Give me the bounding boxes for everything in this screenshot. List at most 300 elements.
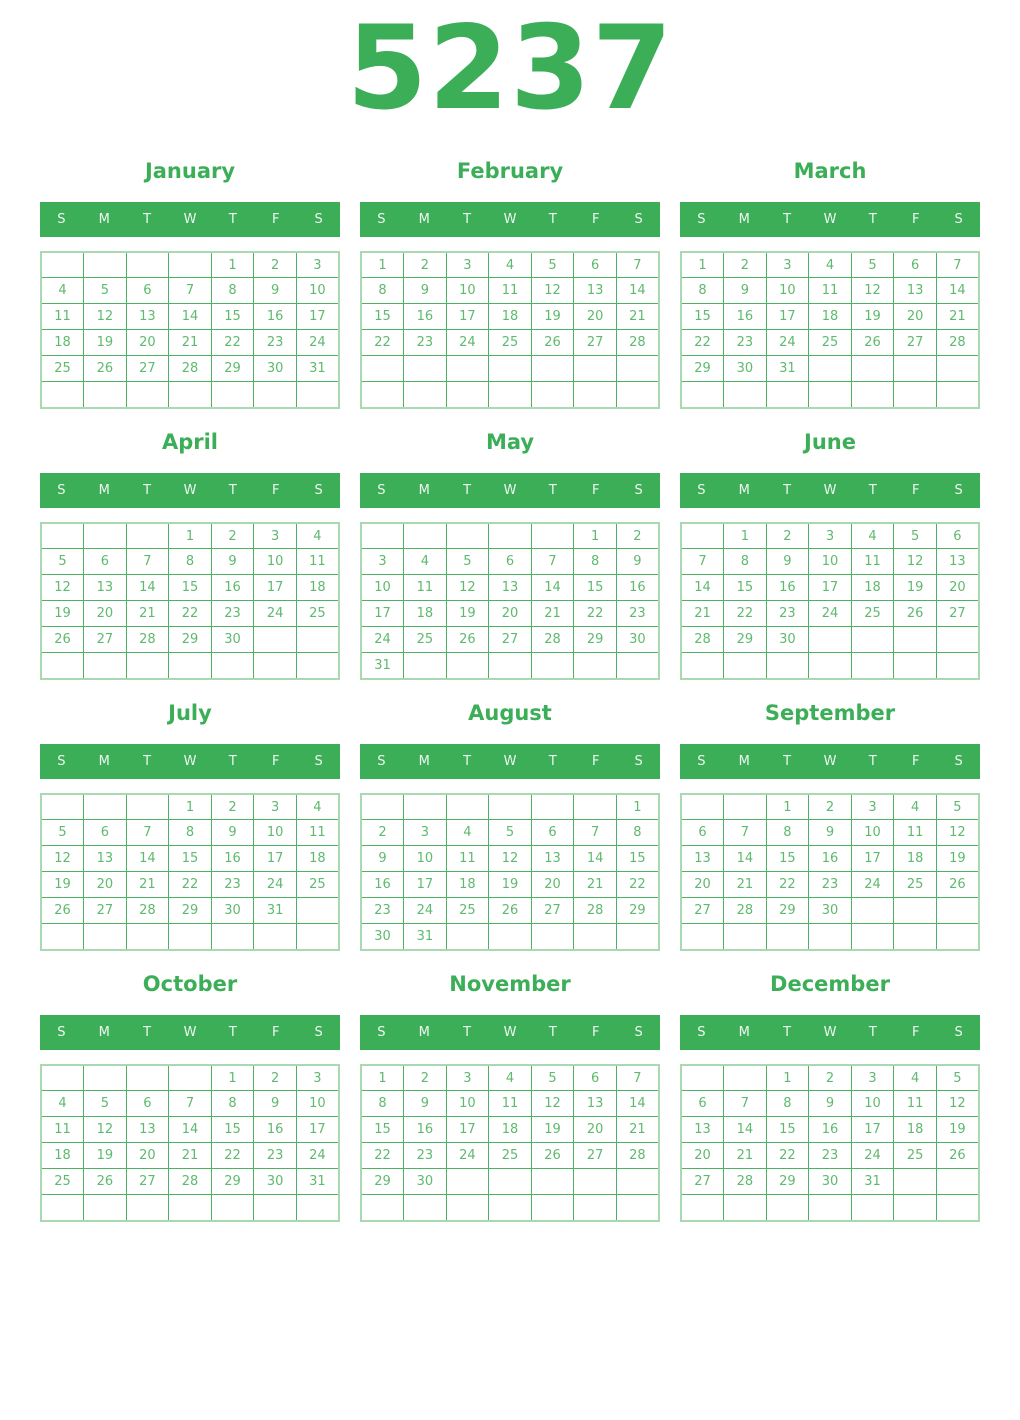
weekday-header-band xyxy=(40,473,340,508)
day-cell xyxy=(936,356,979,382)
weekday-header: T xyxy=(463,211,472,227)
month-grid xyxy=(360,251,660,409)
day-cell xyxy=(296,627,339,653)
day-cell: 26 xyxy=(531,330,574,356)
week-row xyxy=(361,898,659,924)
weekday-header: M xyxy=(418,482,430,498)
week-row xyxy=(681,1091,979,1117)
day-cell xyxy=(574,924,617,950)
day-cell xyxy=(361,1195,404,1221)
week-row xyxy=(41,278,339,304)
day-cell: 22 xyxy=(211,1143,254,1169)
day-cell: 10 xyxy=(851,820,894,846)
day-cell: 5 xyxy=(84,1091,127,1117)
week-row xyxy=(681,872,979,898)
week-row xyxy=(41,252,339,278)
day-cell: 17 xyxy=(851,846,894,872)
weekday-header: T xyxy=(783,211,792,227)
day-cell: 6 xyxy=(489,549,532,575)
day-cell xyxy=(681,924,724,950)
day-cell: 9 xyxy=(211,820,254,846)
day-cell xyxy=(41,523,84,549)
day-cell: 17 xyxy=(851,1117,894,1143)
day-cell: 15 xyxy=(766,846,809,872)
day-cell: 23 xyxy=(254,1143,297,1169)
weekday-header: T xyxy=(868,482,877,498)
day-cell: 28 xyxy=(169,356,212,382)
weekday-header: F xyxy=(591,211,600,227)
day-cell: 12 xyxy=(531,278,574,304)
week-row xyxy=(361,653,659,679)
weekday-header: S xyxy=(57,482,66,498)
day-cell: 1 xyxy=(616,794,659,820)
day-cell xyxy=(724,794,767,820)
month-title: June xyxy=(804,429,856,454)
day-cell xyxy=(254,653,297,679)
day-cell: 20 xyxy=(489,601,532,627)
day-cell: 8 xyxy=(211,1091,254,1117)
day-cell: 19 xyxy=(936,1117,979,1143)
weekday-header: F xyxy=(911,211,920,227)
day-cell xyxy=(531,653,574,679)
weekday-header: S xyxy=(57,211,66,227)
week-row xyxy=(41,627,339,653)
day-cell: 25 xyxy=(894,1143,937,1169)
week-row xyxy=(681,304,979,330)
day-cell: 25 xyxy=(809,330,852,356)
week-row xyxy=(361,924,659,950)
weekday-header: S xyxy=(954,482,963,498)
day-cell xyxy=(446,356,489,382)
day-cell: 9 xyxy=(404,1091,447,1117)
week-row xyxy=(41,924,339,950)
day-cell: 15 xyxy=(211,304,254,330)
day-cell: 4 xyxy=(489,1065,532,1091)
day-cell: 2 xyxy=(254,252,297,278)
week-row xyxy=(41,872,339,898)
month-calendar xyxy=(360,158,660,409)
day-cell: 23 xyxy=(766,601,809,627)
day-cell: 13 xyxy=(681,1117,724,1143)
day-cell xyxy=(84,1065,127,1091)
day-cell xyxy=(41,382,84,408)
week-row xyxy=(681,252,979,278)
day-cell: 28 xyxy=(126,898,169,924)
day-cell xyxy=(936,382,979,408)
day-cell xyxy=(936,653,979,679)
week-row xyxy=(681,924,979,950)
day-cell: 1 xyxy=(361,1065,404,1091)
day-cell xyxy=(446,1169,489,1195)
weekday-header: S xyxy=(377,482,386,498)
day-cell: 20 xyxy=(531,872,574,898)
day-cell xyxy=(41,1195,84,1221)
weekday-header: M xyxy=(738,1024,750,1040)
day-cell: 9 xyxy=(616,549,659,575)
weekday-header: S xyxy=(634,482,643,498)
week-row xyxy=(681,549,979,575)
day-cell: 13 xyxy=(84,846,127,872)
weekday-header: W xyxy=(503,211,517,227)
day-cell: 19 xyxy=(446,601,489,627)
day-cell xyxy=(41,1065,84,1091)
day-cell: 30 xyxy=(254,1169,297,1195)
month-calendar xyxy=(40,971,340,1222)
day-cell xyxy=(41,252,84,278)
day-cell xyxy=(851,924,894,950)
day-cell: 27 xyxy=(936,601,979,627)
week-row xyxy=(41,1117,339,1143)
day-cell: 4 xyxy=(894,794,937,820)
day-cell: 1 xyxy=(211,1065,254,1091)
day-cell: 21 xyxy=(169,1143,212,1169)
day-cell: 8 xyxy=(361,1091,404,1117)
month-title: April xyxy=(161,429,219,454)
weekday-header: T xyxy=(143,1024,152,1040)
day-cell xyxy=(616,924,659,950)
weekday-header: F xyxy=(271,482,280,498)
day-cell: 2 xyxy=(724,252,767,278)
day-cell: 28 xyxy=(616,330,659,356)
day-cell: 19 xyxy=(894,575,937,601)
day-cell: 15 xyxy=(211,1117,254,1143)
day-cell: 20 xyxy=(84,872,127,898)
weekday-header: T xyxy=(228,482,237,498)
month-grid xyxy=(680,251,980,409)
week-row xyxy=(41,1143,339,1169)
day-cell: 24 xyxy=(446,1143,489,1169)
week-row xyxy=(41,523,339,549)
day-cell: 23 xyxy=(404,1143,447,1169)
weekday-header-band xyxy=(680,1015,980,1050)
day-cell: 10 xyxy=(361,575,404,601)
day-cell: 7 xyxy=(169,278,212,304)
day-cell: 4 xyxy=(41,278,84,304)
day-cell: 1 xyxy=(724,523,767,549)
day-cell xyxy=(766,924,809,950)
weekday-header: F xyxy=(911,753,920,769)
weekday-header: T xyxy=(783,753,792,769)
day-cell: 15 xyxy=(616,846,659,872)
day-cell: 27 xyxy=(681,1169,724,1195)
weekday-header: T xyxy=(548,482,557,498)
day-cell: 27 xyxy=(84,627,127,653)
day-cell: 22 xyxy=(681,330,724,356)
week-row xyxy=(681,1117,979,1143)
day-cell xyxy=(851,653,894,679)
weekday-header: T xyxy=(783,482,792,498)
weekday-header: S xyxy=(697,1024,706,1040)
day-cell xyxy=(616,653,659,679)
month-grid-body xyxy=(41,252,339,408)
month-grid-body xyxy=(681,252,979,408)
day-cell: 29 xyxy=(766,898,809,924)
day-cell xyxy=(531,1195,574,1221)
month-title: September xyxy=(764,700,896,725)
weekday-header-band xyxy=(40,744,340,779)
day-cell: 5 xyxy=(489,820,532,846)
week-row xyxy=(361,304,659,330)
weekday-header: M xyxy=(418,1024,430,1040)
day-cell: 23 xyxy=(254,330,297,356)
day-cell: 30 xyxy=(404,1169,447,1195)
month-title: May xyxy=(485,429,535,454)
day-cell: 16 xyxy=(766,575,809,601)
day-cell: 3 xyxy=(809,523,852,549)
day-cell xyxy=(489,356,532,382)
day-cell: 3 xyxy=(254,794,297,820)
day-cell: 6 xyxy=(681,820,724,846)
weekday-header: S xyxy=(697,211,706,227)
weekday-header: T xyxy=(548,1024,557,1040)
weekday-header: M xyxy=(98,753,110,769)
weekday-header: M xyxy=(738,753,750,769)
day-cell: 19 xyxy=(936,846,979,872)
month-grid-body xyxy=(681,1065,979,1221)
day-cell: 8 xyxy=(616,820,659,846)
day-cell: 3 xyxy=(446,1065,489,1091)
day-cell: 11 xyxy=(894,820,937,846)
week-row xyxy=(681,898,979,924)
weekday-header: S xyxy=(57,753,66,769)
day-cell: 1 xyxy=(169,794,212,820)
day-cell xyxy=(681,523,724,549)
week-row xyxy=(41,1169,339,1195)
weekday-header-band xyxy=(360,1015,660,1050)
weekday-header: T xyxy=(143,482,152,498)
day-cell: 7 xyxy=(126,820,169,846)
day-cell xyxy=(936,1169,979,1195)
month-grid xyxy=(680,1064,980,1222)
day-cell xyxy=(169,382,212,408)
day-cell: 1 xyxy=(574,523,617,549)
day-cell: 23 xyxy=(211,601,254,627)
week-row xyxy=(361,794,659,820)
day-cell xyxy=(681,382,724,408)
day-cell: 17 xyxy=(446,1117,489,1143)
weekday-header-band xyxy=(360,473,660,508)
day-cell: 22 xyxy=(169,872,212,898)
day-cell: 6 xyxy=(894,252,937,278)
day-cell: 28 xyxy=(724,898,767,924)
day-cell xyxy=(574,1195,617,1221)
day-cell: 17 xyxy=(809,575,852,601)
weekday-header: M xyxy=(98,211,110,227)
day-cell: 6 xyxy=(681,1091,724,1117)
day-cell: 14 xyxy=(126,846,169,872)
weekday-header: T xyxy=(868,211,877,227)
day-cell: 22 xyxy=(211,330,254,356)
day-cell: 26 xyxy=(446,627,489,653)
day-cell: 31 xyxy=(296,356,339,382)
day-cell: 3 xyxy=(766,252,809,278)
day-cell xyxy=(766,653,809,679)
month-grid xyxy=(360,793,660,951)
weekday-header: T xyxy=(228,753,237,769)
day-cell: 26 xyxy=(489,898,532,924)
day-cell: 30 xyxy=(766,627,809,653)
day-cell: 27 xyxy=(531,898,574,924)
day-cell: 26 xyxy=(41,898,84,924)
day-cell: 24 xyxy=(809,601,852,627)
week-row xyxy=(681,382,979,408)
day-cell xyxy=(404,1195,447,1221)
day-cell: 31 xyxy=(361,653,404,679)
day-cell xyxy=(169,653,212,679)
day-cell: 3 xyxy=(296,252,339,278)
day-cell: 10 xyxy=(446,1091,489,1117)
week-row xyxy=(41,1065,339,1091)
day-cell xyxy=(126,1195,169,1221)
day-cell xyxy=(41,653,84,679)
weekday-header: T xyxy=(143,753,152,769)
weekday-header: T xyxy=(548,753,557,769)
day-cell: 6 xyxy=(126,1091,169,1117)
day-cell: 22 xyxy=(616,872,659,898)
weekday-header-band xyxy=(40,202,340,237)
day-cell xyxy=(724,653,767,679)
day-cell xyxy=(531,356,574,382)
week-row xyxy=(41,304,339,330)
day-cell: 13 xyxy=(84,575,127,601)
week-row xyxy=(361,1169,659,1195)
month-grid xyxy=(40,1064,340,1222)
weekday-header: M xyxy=(98,482,110,498)
weekday-header: T xyxy=(868,1024,877,1040)
day-cell: 2 xyxy=(809,1065,852,1091)
day-cell: 29 xyxy=(724,627,767,653)
day-cell: 16 xyxy=(211,846,254,872)
day-cell: 30 xyxy=(724,356,767,382)
day-cell: 23 xyxy=(404,330,447,356)
day-cell: 10 xyxy=(404,846,447,872)
day-cell: 29 xyxy=(169,627,212,653)
day-cell xyxy=(574,794,617,820)
day-cell: 7 xyxy=(616,252,659,278)
day-cell: 18 xyxy=(446,872,489,898)
day-cell: 12 xyxy=(894,549,937,575)
day-cell: 12 xyxy=(851,278,894,304)
day-cell xyxy=(84,924,127,950)
weekday-header: S xyxy=(697,753,706,769)
day-cell: 27 xyxy=(574,1143,617,1169)
day-cell xyxy=(851,356,894,382)
day-cell: 13 xyxy=(574,1091,617,1117)
day-cell: 22 xyxy=(724,601,767,627)
week-row xyxy=(681,794,979,820)
weekday-header: S xyxy=(377,211,386,227)
day-cell: 20 xyxy=(574,304,617,330)
week-row xyxy=(361,330,659,356)
day-cell xyxy=(489,382,532,408)
day-cell: 26 xyxy=(84,1169,127,1195)
day-cell xyxy=(531,523,574,549)
weekday-header: S xyxy=(954,753,963,769)
week-row xyxy=(41,601,339,627)
month-grid xyxy=(360,1064,660,1222)
day-cell: 14 xyxy=(126,575,169,601)
day-cell: 25 xyxy=(894,872,937,898)
day-cell: 11 xyxy=(296,549,339,575)
day-cell: 15 xyxy=(574,575,617,601)
day-cell: 4 xyxy=(809,252,852,278)
day-cell: 20 xyxy=(84,601,127,627)
day-cell: 13 xyxy=(531,846,574,872)
day-cell: 19 xyxy=(851,304,894,330)
weekday-header: W xyxy=(503,1024,517,1040)
day-cell: 21 xyxy=(616,1117,659,1143)
day-cell: 1 xyxy=(169,523,212,549)
weekday-header: W xyxy=(503,753,517,769)
day-cell: 26 xyxy=(851,330,894,356)
week-row xyxy=(681,1195,979,1221)
day-cell: 22 xyxy=(574,601,617,627)
day-cell: 1 xyxy=(681,252,724,278)
day-cell: 21 xyxy=(616,304,659,330)
day-cell xyxy=(531,794,574,820)
week-row xyxy=(681,1169,979,1195)
day-cell: 11 xyxy=(41,1117,84,1143)
day-cell: 5 xyxy=(531,252,574,278)
day-cell: 17 xyxy=(404,872,447,898)
day-cell: 27 xyxy=(126,356,169,382)
day-cell: 25 xyxy=(296,872,339,898)
day-cell: 3 xyxy=(254,523,297,549)
month-title: March xyxy=(793,158,867,183)
day-cell xyxy=(126,1065,169,1091)
day-cell: 6 xyxy=(936,523,979,549)
day-cell: 5 xyxy=(41,549,84,575)
month-calendar xyxy=(680,971,980,1222)
day-cell xyxy=(531,924,574,950)
day-cell: 3 xyxy=(404,820,447,846)
day-cell xyxy=(766,1195,809,1221)
week-row xyxy=(681,1065,979,1091)
day-cell: 3 xyxy=(361,549,404,575)
weekday-header: T xyxy=(868,753,877,769)
day-cell: 22 xyxy=(766,1143,809,1169)
day-cell: 19 xyxy=(84,330,127,356)
week-row xyxy=(681,330,979,356)
day-cell: 7 xyxy=(724,820,767,846)
day-cell: 21 xyxy=(126,872,169,898)
day-cell xyxy=(724,1195,767,1221)
day-cell xyxy=(574,653,617,679)
day-cell: 12 xyxy=(489,846,532,872)
day-cell xyxy=(936,1195,979,1221)
day-cell xyxy=(126,924,169,950)
day-cell xyxy=(936,898,979,924)
day-cell: 8 xyxy=(724,549,767,575)
day-cell xyxy=(126,523,169,549)
weekday-header: F xyxy=(271,1024,280,1040)
day-cell: 24 xyxy=(254,601,297,627)
week-row xyxy=(361,820,659,846)
day-cell: 5 xyxy=(41,820,84,846)
week-row xyxy=(361,627,659,653)
day-cell: 17 xyxy=(254,575,297,601)
day-cell: 17 xyxy=(446,304,489,330)
day-cell xyxy=(296,1195,339,1221)
month-title: July xyxy=(168,700,212,725)
day-cell: 30 xyxy=(616,627,659,653)
weekday-header: S xyxy=(954,1024,963,1040)
month-calendar xyxy=(40,700,340,951)
day-cell xyxy=(84,523,127,549)
day-cell xyxy=(126,653,169,679)
weekday-header: T xyxy=(463,482,472,498)
day-cell xyxy=(169,252,212,278)
